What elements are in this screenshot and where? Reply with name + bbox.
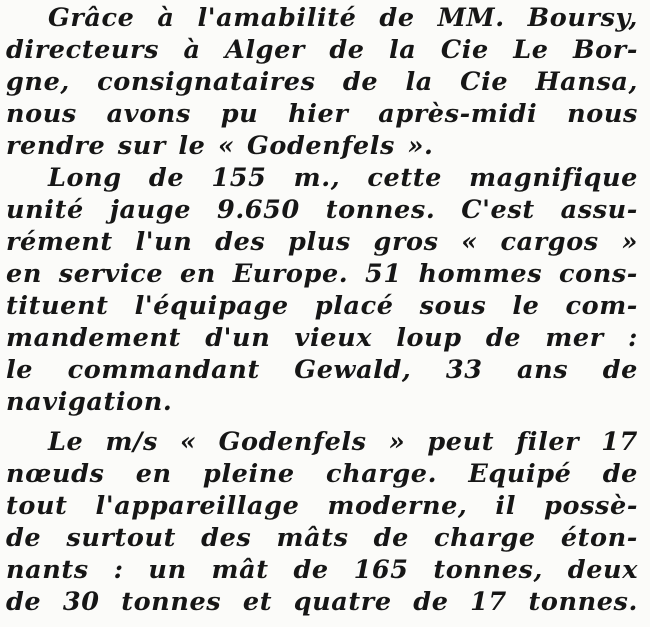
article-line: directeurs à Alger de la Cie Le Bor- xyxy=(6,35,638,65)
article-line: de surtout des mâts de charge éton- xyxy=(6,523,638,553)
article-line: mandement d'un vieux loup de mer : xyxy=(6,323,638,353)
article-line: rendre sur le « Godenfels ». xyxy=(6,131,434,161)
article-line: gne, consignataires de la Cie Hansa, xyxy=(6,67,638,97)
article-line: tout l'appareillage moderne, il possè- xyxy=(6,491,638,521)
article-line: de 30 tonnes et quatre de 17 tonnes. xyxy=(6,587,638,617)
article-line: navigation. xyxy=(6,387,173,417)
article-line: en service en Europe. 51 hommes cons- xyxy=(6,259,638,289)
article-line: Grâce à l'amabilité de MM. Boursy, xyxy=(48,3,638,33)
article-line: rément l'un des plus gros « cargos » xyxy=(6,227,638,257)
article-line: nants : un mât de 165 tonnes, deux xyxy=(6,555,638,585)
article-line: unité jauge 9.650 tonnes. C'est assu- xyxy=(6,195,638,225)
article-line: Long de 155 m., cette magnifique xyxy=(48,163,638,193)
article-line: tituent l'équipage placé sous le com- xyxy=(6,291,638,321)
article-line: le commandant Gewald, 33 ans de xyxy=(6,355,638,385)
article-line: Le m/s « Godenfels » peut filer 17 xyxy=(48,427,638,457)
article-line: nœuds en pleine charge. Equipé de xyxy=(6,459,638,489)
article-line: nous avons pu hier après-midi nous xyxy=(6,99,638,129)
